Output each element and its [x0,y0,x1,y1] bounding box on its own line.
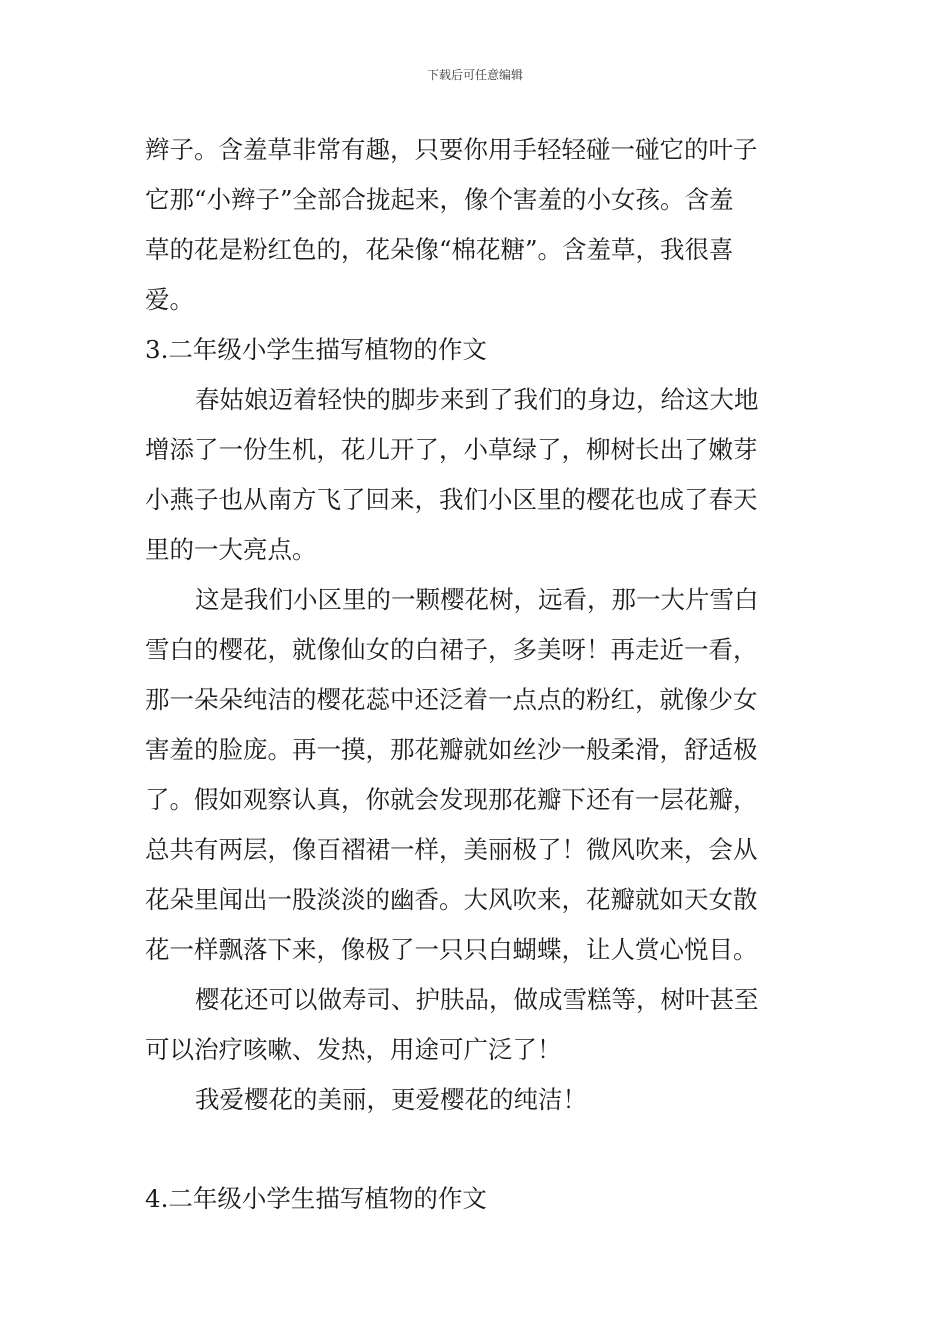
paragraph-line: 总共有两层，像百褶裙一样，美丽极了！微风吹来，会从 [145,835,758,864]
paragraph-line: 里的一大亮点。 [145,535,317,564]
paragraph-line: 了。假如观察认真，你就会发现那花瓣下还有一层花瓣， [145,785,758,814]
paragraph-line: 可以治疗咳嗽、发热，用途可广泛了！ [145,1035,562,1064]
paragraph-line: 那一朵朵纯洁的樱花蕊中还泛着一点点的粉红，就像少女 [145,685,758,714]
paragraph-line: 它那“小辫子”全部合拢起来，像个害羞的小女孩。含羞 [145,185,734,214]
paragraph-line: 花朵里闻出一股淡淡的幽香。大风吹来，花瓣就如天女散 [145,885,758,914]
paragraph-line: 花一样飘落下来，像极了一只只白蝴蝶，让人赏心悦目。 [145,935,758,964]
paragraph-line: 这是我们小区里的一颗樱花树，远看，那一大片雪白 [195,585,759,614]
paragraph-line: 草的花是粉红色的，花朵像“棉花糖”。含羞草，我很喜 [145,235,734,264]
paragraph-line: 爱。 [145,285,194,314]
paragraph-line: 小燕子也从南方飞了回来，我们小区里的樱花也成了春天 [145,485,758,514]
paragraph-line: 害羞的脸庞。再一摸，那花瓣就如丝沙一般柔滑，舒适极 [145,735,758,764]
paragraph-line: 雪白的樱花，就像仙女的白裙子，多美呀！再走近一看， [145,635,758,664]
paragraph-line: 增添了一份生机，花儿开了，小草绿了，柳树长出了嫩芽 [145,435,758,464]
paragraph-line: 春姑娘迈着轻快的脚步来到了我们的身边，给这大地 [195,385,759,414]
paragraph-line: 我爱樱花的美丽，更爱樱花的纯洁！ [195,1085,587,1114]
section-heading: 4.二年级小学生描写植物的作文 [145,1184,487,1213]
paragraph-line: 樱花还可以做寿司、护肤品，做成雪糕等，树叶甚至 [195,985,759,1014]
paragraph-line: 辫子。含羞草非常有趣，只要你用手轻轻碰一碰它的叶子 [145,135,758,164]
section-heading: 3.二年级小学生描写植物的作文 [145,335,487,364]
page-header: 下载后可任意编辑 [426,68,523,82]
